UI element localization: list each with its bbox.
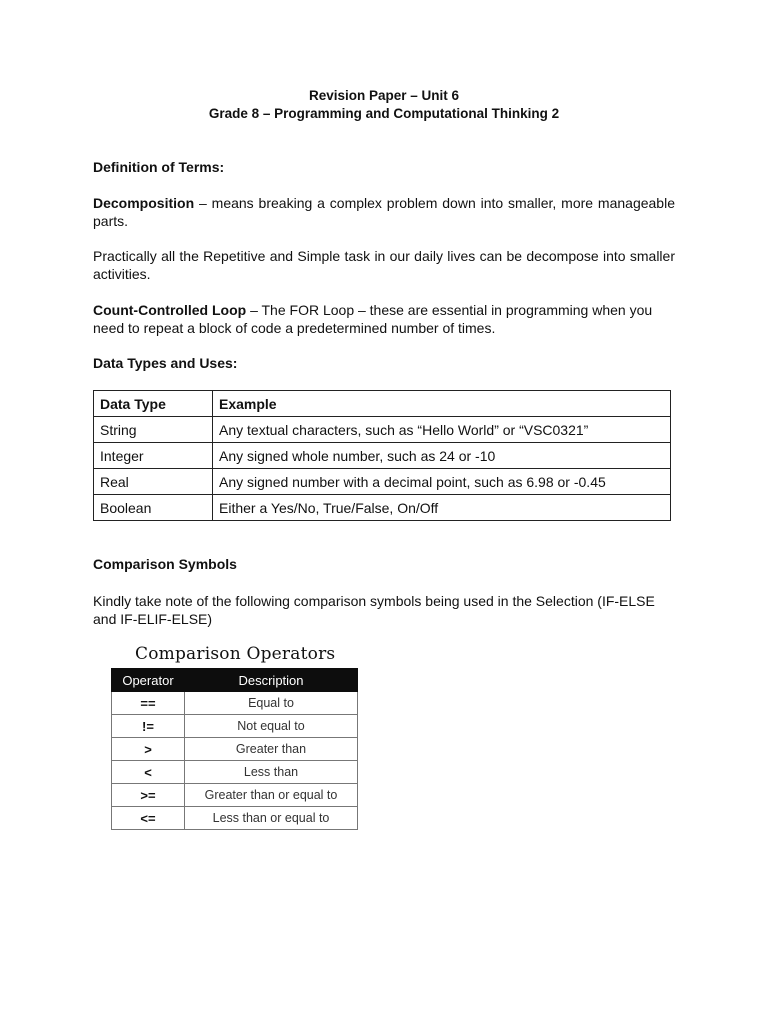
loop-definition bbox=[93, 301, 675, 337]
data-type-cell: Integer bbox=[94, 443, 213, 469]
column-header: Description bbox=[185, 669, 358, 692]
description-cell: Greater than bbox=[185, 738, 358, 761]
table-row bbox=[112, 807, 358, 830]
comparison-heading: Comparison Symbols bbox=[93, 556, 237, 572]
example-cell: Either a Yes/No, True/False, On/Off bbox=[213, 495, 671, 521]
example-cell: Any signed number with a decimal point, such as 6.98 or -0.45 bbox=[213, 469, 671, 495]
data-type-cell: Real bbox=[94, 469, 213, 495]
data-types-table bbox=[93, 390, 671, 521]
table-header-row bbox=[94, 391, 671, 417]
decomposition-term: Decomposition bbox=[93, 195, 195, 211]
table-row bbox=[112, 761, 358, 784]
description-cell: Less than bbox=[185, 761, 358, 784]
loop-text: – The FOR Loop – these are essential in programming when you need to repeat a block of code a predetermined number of times. bbox=[93, 302, 653, 336]
decomposition-text: – means breaking a complex problem down into smaller, more manageable parts. bbox=[93, 195, 675, 229]
operator-cell: == bbox=[112, 692, 185, 715]
operator-cell: > bbox=[112, 738, 185, 761]
document-title: Revision Paper – Unit 6 bbox=[308, 88, 460, 103]
table-row bbox=[112, 784, 358, 807]
data-type-cell: Boolean bbox=[94, 495, 213, 521]
comparison-operators-table bbox=[111, 668, 358, 830]
table-row bbox=[112, 738, 358, 761]
description-cell: Not equal to bbox=[185, 715, 358, 738]
practically-paragraph: Practically all the Repetitive and Simple task in our daily lives can be decompose into smaller activities. bbox=[93, 248, 675, 282]
description-cell: Less than or equal to bbox=[185, 807, 358, 830]
data-types-heading: Data Types and Uses: bbox=[93, 355, 238, 371]
operator-cell: != bbox=[112, 715, 185, 738]
operator-cell: < bbox=[112, 761, 185, 784]
decomposition-definition bbox=[93, 194, 675, 230]
table-row bbox=[94, 443, 671, 469]
column-header: Operator bbox=[112, 669, 185, 692]
description-cell: Greater than or equal to bbox=[185, 784, 358, 807]
column-header: Data Type bbox=[94, 391, 213, 417]
table-row bbox=[94, 495, 671, 521]
table-row bbox=[94, 469, 671, 495]
description-cell: Equal to bbox=[185, 692, 358, 715]
example-cell: Any textual characters, such as “Hello World” or “VSC0321” bbox=[213, 417, 671, 443]
document-subtitle: Grade 8 – Programming and Computational Thinking 2 bbox=[208, 106, 560, 121]
operator-cell: <= bbox=[112, 807, 185, 830]
table-header-row bbox=[112, 669, 358, 692]
operator-cell: >= bbox=[112, 784, 185, 807]
comparison-note: Kindly take note of the following comparison symbols being used in the Selection (IF-ELSE and IF-ELIF-ELSE) bbox=[93, 593, 655, 627]
loop-term: Count-Controlled Loop bbox=[93, 302, 247, 318]
table-row bbox=[112, 692, 358, 715]
example-cell: Any signed whole number, such as 24 or -10 bbox=[213, 443, 671, 469]
data-type-cell: String bbox=[94, 417, 213, 443]
table-row bbox=[112, 715, 358, 738]
definitions-heading: Definition of Terms: bbox=[93, 159, 225, 175]
comparison-figure-title: Comparison Operators bbox=[135, 644, 336, 664]
column-header: Example bbox=[213, 391, 671, 417]
table-row bbox=[94, 417, 671, 443]
